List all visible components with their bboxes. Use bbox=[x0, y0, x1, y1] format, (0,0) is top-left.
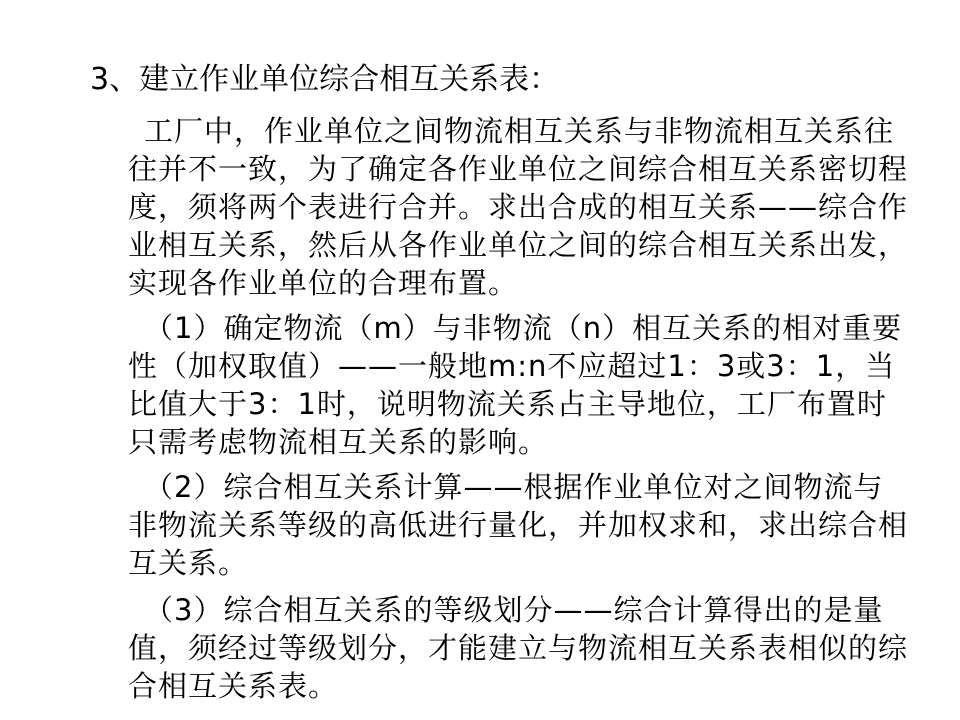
paragraph-step-2: （2）综合相互关系计算——根据作业单位对之间物流与非物流关系等级的高低进行量化，并加权求和，求出综合相互关系。 bbox=[128, 470, 909, 580]
paragraph-step-3: （3）综合相互关系的等级划分——综合计算得出的是量值，须经过等级划分，才能建立与物流相互关系表相似的综合相互关系表。 bbox=[128, 593, 909, 703]
paragraph-intro: 工厂中，作业单位之间物流相互关系与非物流相互关系往往并不一致，为了确定各作业单位之间综合相互关系密切程度，须将两个表进行合并。求出合成的相互关系——综合作业相互关系，然后从各作业单位之间的综合相互关系出发，实现各作业单位的合理布置。 bbox=[128, 114, 909, 300]
slide-heading: 3、建立作业单位综合相互关系表： bbox=[90, 62, 560, 97]
paragraph-step-1: （1）确定物流（m）与非物流（n）相互关系的相对重要性（加权取值）——一般地m:n不应超过1：3或3：1，当比值大于3：1时，说明物流关系占主导地位，工厂布置时只需考虑物流相互关系的影响。 bbox=[128, 311, 903, 459]
